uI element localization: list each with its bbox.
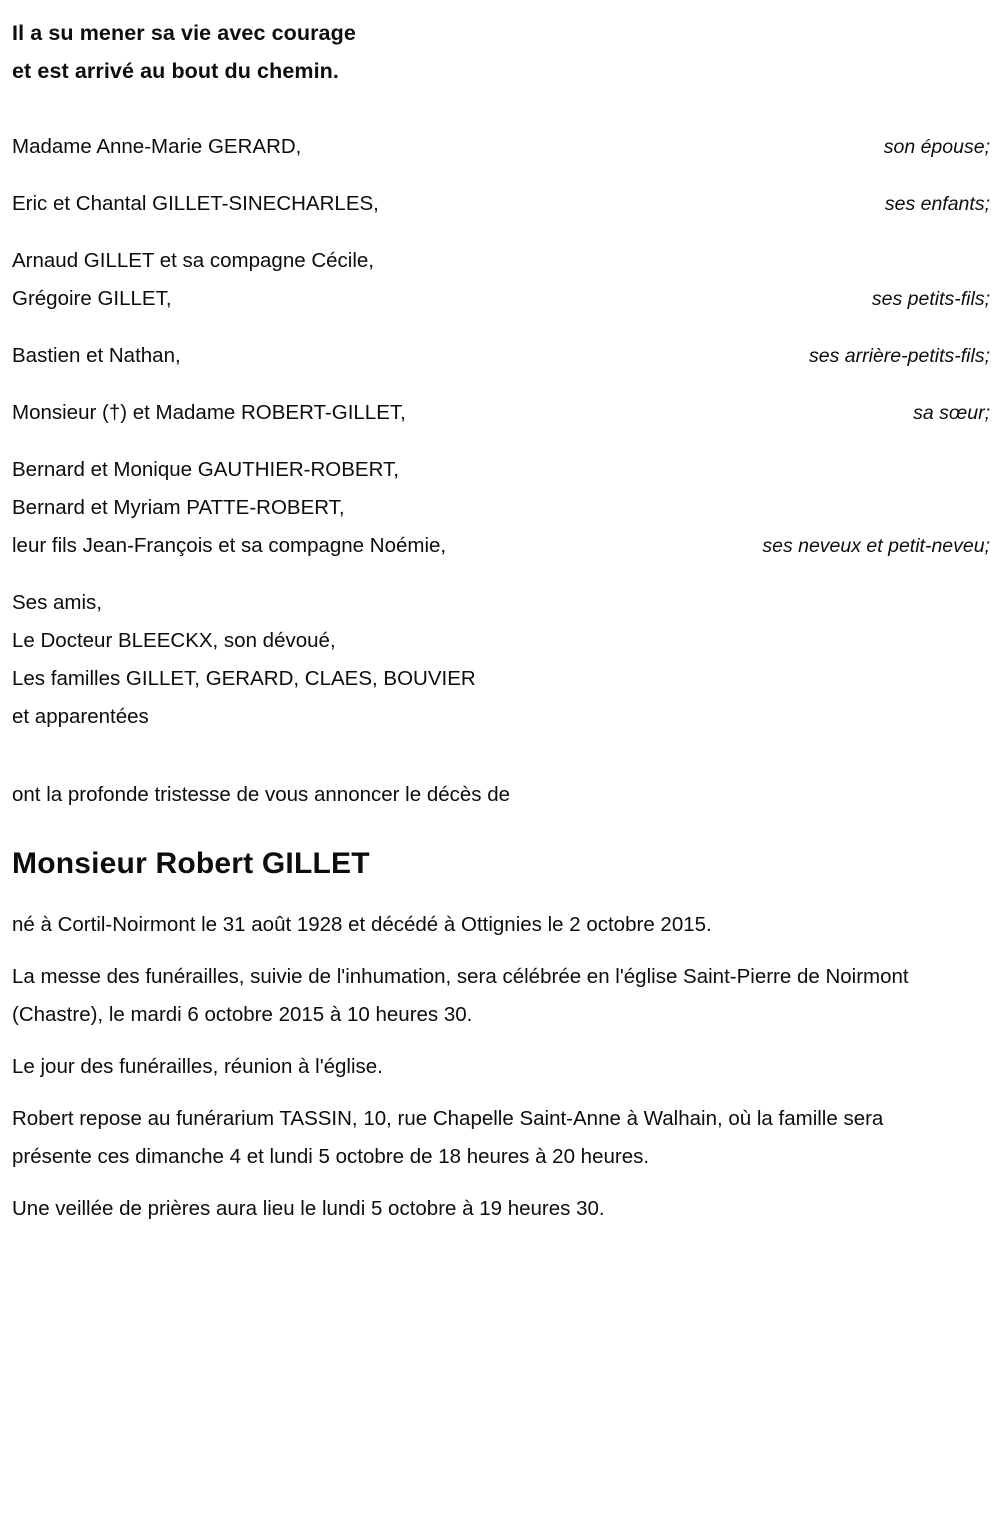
relation-name: Eric et Chantal GILLET-SINECHARLES,	[12, 192, 379, 215]
relations-list	[12, 128, 990, 565]
relation-label: son épouse;	[883, 136, 990, 158]
funeral-details	[12, 906, 990, 1228]
detail-paragraph: Le jour des funérailles, réunion à l'église.	[12, 1055, 383, 1078]
relation-group	[12, 337, 990, 375]
relation-name: Arnaud GILLET et sa compagne Cécile,	[12, 249, 374, 272]
relation-names	[12, 242, 374, 318]
relation-names	[12, 185, 379, 223]
detail-paragraph: Une veillée de prières aura lieu le lundi 5 octobre à 19 heures 30.	[12, 1197, 605, 1220]
relation-names	[12, 394, 406, 432]
relation-names	[12, 451, 446, 565]
relation-group	[12, 451, 990, 565]
epitaph-line-1: Il a su mener sa vie avec courage	[12, 21, 356, 45]
list-item: Les familles GILLET, GERARD, CLAES, BOUVIER	[12, 667, 476, 690]
deceased-name: Monsieur Robert GILLET	[12, 847, 370, 880]
list-item: Le Docteur BLEECKX, son dévoué,	[12, 629, 336, 652]
relation-group	[12, 185, 990, 223]
relation-name: leur fils Jean-François et sa compagne Noémie,	[12, 534, 447, 557]
relation-name: Bernard et Myriam PATTE-ROBERT,	[12, 496, 345, 519]
detail-paragraph: Robert repose au funérarium TASSIN, 10, rue Chapelle Saint-Anne à Walhain, où la famille sera présente ces dimanche 4 et lundi 5 octobre de 18 heures à 20 heures.	[12, 1107, 884, 1168]
relation-name: Bernard et Monique GAUTHIER-ROBERT,	[12, 458, 399, 481]
relation-name: Monsieur (†) et Madame ROBERT-GILLET,	[12, 401, 406, 424]
relation-names	[12, 337, 181, 375]
friends-and-families-list	[12, 584, 990, 736]
relation-name: Madame Anne-Marie GERARD,	[12, 135, 302, 158]
relation-name: Grégoire GILLET,	[12, 287, 172, 310]
list-item: et apparentées	[12, 705, 149, 728]
relation-label: ses enfants;	[884, 193, 990, 215]
relation-label: sa sœur;	[913, 402, 990, 424]
announcement-text: ont la profonde tristesse de vous annoncer le décès de	[12, 783, 511, 806]
relation-names	[12, 128, 301, 166]
detail-paragraph: né à Cortil-Noirmont le 31 août 1928 et décédé à Ottignies le 2 octobre 2015.	[12, 913, 712, 936]
detail-paragraph: La messe des funérailles, suivie de l'inhumation, sera célébrée en l'église Saint-Pierre de Noirmont (Chastre), le mardi 6 octobre 2015 à 10 heures 30.	[12, 965, 909, 1026]
epitaph-line-2: et est arrivé au bout du chemin.	[12, 59, 339, 83]
relation-label: ses neveux et petit-neveu;	[762, 535, 990, 557]
relation-name: Bastien et Nathan,	[12, 344, 181, 367]
relation-group	[12, 242, 990, 318]
relation-label: ses petits-fils;	[871, 288, 990, 310]
relation-group	[12, 394, 990, 432]
relation-group	[12, 128, 990, 166]
list-item: Ses amis,	[12, 591, 102, 614]
epitaph	[12, 14, 990, 90]
relation-label: ses arrière-petits-fils;	[809, 345, 990, 367]
